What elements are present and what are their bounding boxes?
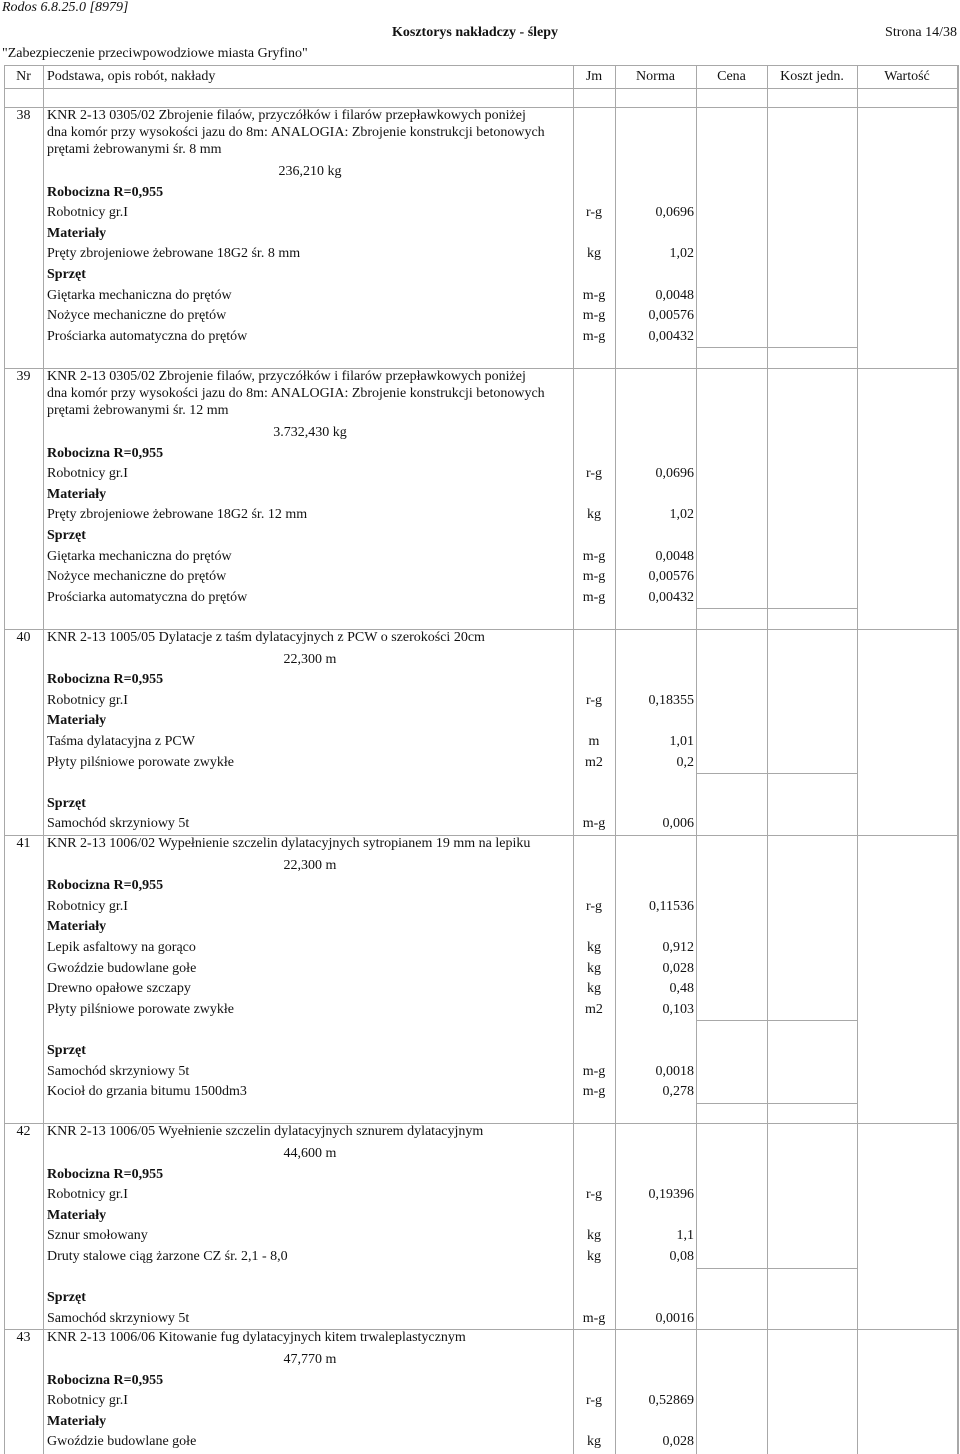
- resource-unit: kg: [587, 940, 601, 955]
- resource-name: Nożyce mechaniczne do prętów: [47, 308, 227, 324]
- resource-norm: 0,11536: [649, 898, 694, 914]
- position-quantity: 3.732,430 kg: [273, 425, 347, 440]
- section-heading: Sprzęt: [47, 795, 86, 811]
- section-heading: Sprzęt: [47, 1290, 86, 1306]
- subtotal-rule: [696, 347, 857, 348]
- resource-unit: m-g: [582, 287, 606, 303]
- resource-norm: 0,00432: [648, 589, 694, 605]
- resource-name: Robotnicy gr.I: [47, 1187, 128, 1203]
- resource-unit: m-g: [582, 308, 606, 324]
- resource-unit: m-g: [582, 548, 606, 564]
- section-heading: Robocizna R=0,955: [47, 672, 164, 688]
- resource-norm: 0,0048: [655, 287, 694, 303]
- resource-name: Drewno opałowe szczapy: [47, 981, 191, 997]
- resource-norm: 0,48: [669, 981, 694, 997]
- position-description: KNR 2-13 1006/05 Wyełnienie szczelin dylatacyjnych sznurem dylatacyjnym: [47, 1124, 484, 1140]
- position-description: KNR 2-13 1005/05 Dylatacje z taśm dylatacyjnych z PCW o szerokości 20cm: [47, 630, 485, 645]
- subtotal-rule: [696, 1268, 857, 1269]
- resource-norm: 0,0018: [655, 1063, 694, 1079]
- position-quantity: 236,210 kg: [278, 164, 342, 179]
- resource-unit: m2: [585, 1001, 603, 1017]
- resource-norm: 1,1: [676, 1228, 694, 1244]
- resource-norm: 0,0048: [655, 548, 694, 564]
- resource-norm: 0,278: [662, 1084, 694, 1100]
- resource-norm: 0,00576: [648, 308, 694, 324]
- position-number: 39: [16, 369, 31, 384]
- resource-unit: m-g: [582, 1310, 606, 1326]
- position-description: KNR 2-13 1006/02 Wypełnienie szczelin dylatacyjnych sytropianem 19 mm na lepiku: [47, 836, 531, 851]
- resource-unit: r-g: [585, 205, 603, 221]
- subtotal-rule: [696, 1103, 857, 1104]
- position-description: KNR 2-13 0305/02 Zbrojenie filaów, przyczółków i filarów przepławkowych poniżej: [47, 108, 526, 123]
- resource-name: Sznur smołowany: [47, 1228, 148, 1244]
- resource-norm: 0,08: [669, 1249, 694, 1264]
- resource-name: Giętarka mechaniczna do prętów: [47, 287, 232, 303]
- position-number: 43: [16, 1330, 31, 1346]
- section-heading: Sprzęt: [47, 528, 86, 543]
- resource-norm: 0,00432: [648, 328, 694, 344]
- resource-norm: 0,006: [662, 816, 694, 832]
- section-heading: Robocizna R=0,955: [47, 1372, 164, 1388]
- resource-unit: kg: [587, 1434, 601, 1450]
- resource-name: Nożyce mechaniczne do prętów: [47, 569, 227, 585]
- header-divider: [4, 88, 957, 89]
- section-heading: Robocizna R=0,955: [47, 184, 164, 200]
- resource-norm: 0,028: [662, 960, 694, 976]
- resource-norm: 0,0696: [655, 205, 694, 221]
- section-heading: Materiały: [47, 225, 107, 241]
- subtotal-rule: [696, 773, 857, 774]
- position-quantity: 47,770 m: [283, 1352, 337, 1367]
- project-name: "Zabezpieczenie przeciwpowodziowe miasta Gryfino": [2, 46, 308, 61]
- resource-norm: 1,01: [669, 734, 694, 749]
- header-nr: Nr: [16, 69, 31, 84]
- resource-norm: 0,912: [662, 940, 694, 955]
- resource-name: Gwoździe budowlane gołe: [47, 960, 197, 976]
- resource-name: Giętarka mechaniczna do prętów: [47, 548, 232, 564]
- header-norma: Norma: [636, 69, 675, 84]
- column-border: [957, 65, 959, 1454]
- position-description: dna komór przy wysokości jazu do 8m: ANALOGIA: Zbrojenie konstrukcji betonowych: [47, 386, 545, 402]
- resource-unit: kg: [587, 507, 601, 523]
- resource-norm: 0,19396: [648, 1187, 694, 1203]
- resource-unit: m-g: [582, 589, 606, 605]
- resource-unit: kg: [587, 981, 601, 997]
- header-jm: Jm: [585, 69, 603, 84]
- resource-unit: kg: [587, 960, 601, 976]
- app-version: Rodos 6.8.25.0 [8979]: [2, 0, 129, 15]
- resource-name: Pręty zbrojeniowe żebrowane 18G2 śr. 12 mm: [47, 507, 308, 523]
- resource-name: Robotnicy gr.I: [47, 1393, 128, 1409]
- position-description: prętami żebrowanymi śr. 12 mm: [47, 403, 229, 419]
- resource-name: Płyty pilśniowe porowate zwykłe: [47, 754, 235, 770]
- resource-name: Gwoździe budowlane gołe: [47, 1434, 197, 1450]
- column-border: [4, 65, 5, 1454]
- subtotal-rule: [696, 1020, 857, 1021]
- resource-unit: m: [588, 734, 600, 749]
- resource-unit: m-g: [582, 1063, 606, 1079]
- resource-unit: r-g: [585, 1393, 603, 1409]
- resource-name: Kocioł do grzania bitumu 1500dm3: [47, 1084, 247, 1100]
- section-heading: Materiały: [47, 486, 107, 502]
- section-heading: Sprzęt: [47, 267, 86, 282]
- resource-unit: r-g: [585, 466, 603, 482]
- position-quantity: 44,600 m: [283, 1146, 337, 1161]
- position-description: KNR 2-13 0305/02 Zbrojenie filaów, przyczółków i filarów przepławkowych poniżej: [47, 369, 526, 384]
- position-number: 41: [16, 836, 31, 851]
- page-number: Strona 14/38: [885, 25, 957, 40]
- column-border: [43, 65, 44, 1454]
- header-koszt-jedn: Koszt jedn.: [780, 69, 844, 84]
- resource-unit: r-g: [585, 898, 603, 914]
- header-description: Podstawa, opis robót, nakłady: [47, 69, 216, 84]
- position-quantity: 22,300 m: [283, 857, 337, 873]
- resource-unit: m2: [585, 754, 603, 770]
- resource-unit: r-g: [585, 692, 603, 708]
- section-heading: Robocizna R=0,955: [47, 1166, 164, 1182]
- resource-name: Samochód skrzyniowy 5t: [47, 1310, 190, 1326]
- section-heading: Materiały: [47, 713, 107, 729]
- section-heading: Materiały: [47, 1207, 107, 1223]
- resource-unit: m-g: [582, 328, 606, 344]
- resource-norm: 0,2: [676, 754, 694, 770]
- section-heading: Robocizna R=0,955: [47, 878, 164, 894]
- resource-unit: m-g: [582, 569, 606, 585]
- resource-norm: 0,103: [662, 1001, 694, 1017]
- position-description: prętami żebrowanymi śr. 8 mm: [47, 142, 222, 158]
- section-heading: Sprzęt: [47, 1043, 86, 1058]
- resource-unit: m-g: [582, 816, 606, 832]
- column-border: [696, 65, 697, 1454]
- resource-name: Prościarka automatyczna do prętów: [47, 589, 248, 605]
- resource-unit: kg: [587, 1249, 601, 1264]
- section-heading: Materiały: [47, 1413, 107, 1429]
- resource-norm: 0,00576: [648, 569, 694, 585]
- column-border: [857, 65, 858, 1454]
- column-border: [767, 65, 768, 1454]
- resource-name: Samochód skrzyniowy 5t: [47, 816, 190, 832]
- resource-unit: kg: [587, 246, 601, 262]
- resource-name: Prościarka automatyczna do prętów: [47, 328, 248, 344]
- header-cena: Cena: [717, 69, 746, 84]
- section-heading: Materiały: [47, 919, 107, 935]
- resource-unit: r-g: [585, 1187, 603, 1203]
- subtotal-rule: [696, 608, 857, 609]
- resource-norm: 1,02: [669, 246, 694, 262]
- resource-norm: 0,028: [662, 1434, 694, 1450]
- position-quantity: 22,300 m: [283, 651, 337, 667]
- position-number: 40: [16, 630, 31, 645]
- header-wartosc: Wartość: [884, 69, 930, 84]
- resource-unit: m-g: [582, 1084, 606, 1100]
- resource-name: Pręty zbrojeniowe żebrowane 18G2 śr. 8 mm: [47, 246, 301, 262]
- resource-name: Płyty pilśniowe porowate zwykłe: [47, 1001, 235, 1017]
- resource-name: Robotnicy gr.I: [47, 466, 128, 482]
- resource-name: Robotnicy gr.I: [47, 205, 128, 221]
- resource-name: Robotnicy gr.I: [47, 898, 128, 914]
- section-heading: Robocizna R=0,955: [47, 445, 164, 461]
- document-title: Kosztorys nakładczy - ślepy: [392, 25, 559, 40]
- position-number: 38: [16, 108, 31, 123]
- resource-name: Druty stalowe ciąg żarzone CZ śr. 2,1 - 8,0: [47, 1249, 288, 1264]
- resource-unit: kg: [587, 1228, 601, 1244]
- resource-name: Lepik asfaltowy na gorąco: [47, 940, 196, 955]
- resource-name: Taśma dylatacyjna z PCW: [47, 734, 195, 749]
- resource-norm: 0,18355: [648, 692, 694, 708]
- resource-norm: 1,02: [669, 507, 694, 523]
- resource-norm: 0,0016: [655, 1310, 694, 1326]
- position-description: KNR 2-13 1006/06 Kitowanie fug dylatacyjnych kitem trwaleplastycznym: [47, 1330, 466, 1346]
- position-description: dna komór przy wysokości jazu do 8m: ANALOGIA: Zbrojenie konstrukcji betonowych: [47, 125, 545, 141]
- resource-norm: 0,52869: [648, 1393, 694, 1409]
- resource-name: Robotnicy gr.I: [47, 692, 128, 708]
- resource-name: Samochód skrzyniowy 5t: [47, 1063, 190, 1079]
- position-number: 42: [16, 1124, 31, 1140]
- resource-norm: 0,0696: [655, 466, 694, 482]
